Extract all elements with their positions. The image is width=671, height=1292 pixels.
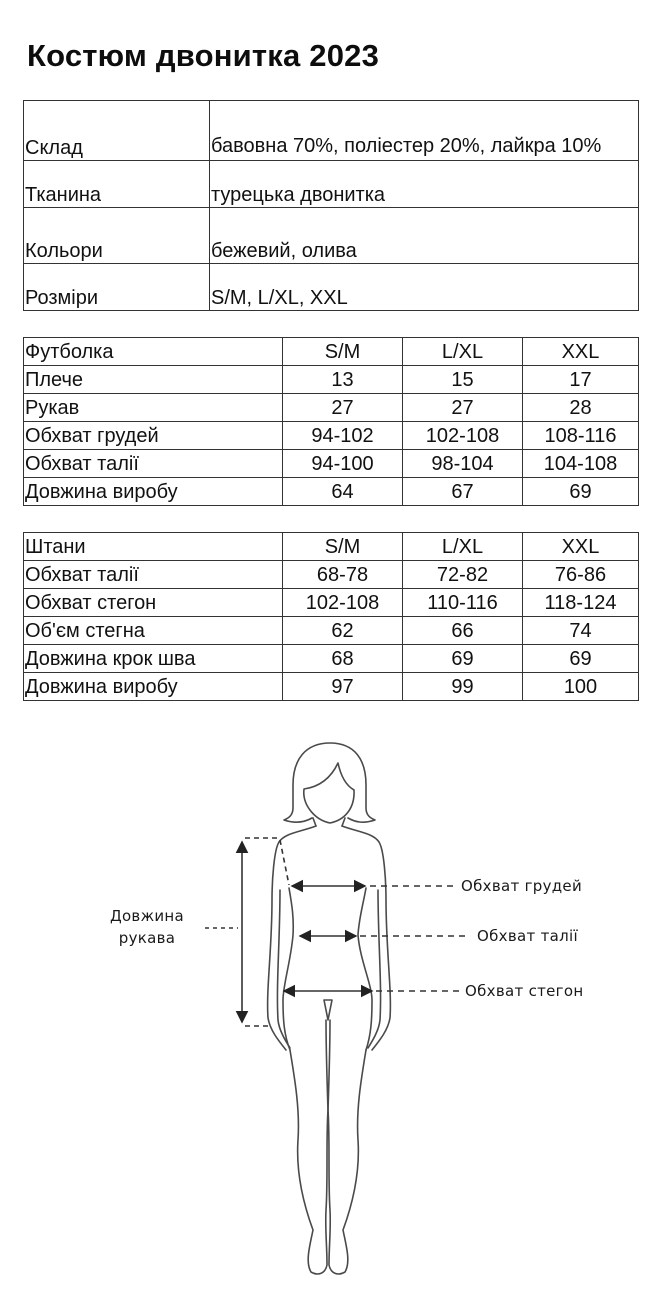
info-value: S/M, L/XL, XXL: [210, 264, 639, 311]
cell-value: 102-108: [403, 422, 523, 450]
cell-value: 98-104: [403, 450, 523, 478]
row-label: Довжина виробу: [24, 673, 283, 701]
cell-value: 62: [283, 617, 403, 645]
cell-value: 66: [403, 617, 523, 645]
cell-value: 76-86: [523, 561, 639, 589]
cell-value: 64: [283, 478, 403, 506]
table-header-row: [24, 338, 639, 366]
cell-value: 28: [523, 394, 639, 422]
cell-value: 69: [403, 645, 523, 673]
cell-value: 68-78: [283, 561, 403, 589]
row-label: Рукав: [24, 394, 283, 422]
table-row: [24, 450, 639, 478]
table-row: [24, 422, 639, 450]
info-value: бавовна 70%, поліестер 20%, лайкра 10%: [210, 101, 639, 161]
sleeve-length-label: [92, 905, 202, 949]
table-row: [24, 478, 639, 506]
column-header: XXL: [523, 533, 639, 561]
table-row: [24, 394, 639, 422]
table-row: [24, 673, 639, 701]
info-label: Розміри: [24, 264, 210, 311]
column-header: L/XL: [403, 338, 523, 366]
cell-value: 69: [523, 645, 639, 673]
row-label: Обхват стегон: [24, 589, 283, 617]
product-info-table: [23, 100, 639, 311]
column-header: Штани: [24, 533, 283, 561]
row-label: Плече: [24, 366, 283, 394]
waist-label: Обхват талії: [477, 927, 578, 945]
table-row: [24, 589, 639, 617]
pants-size-table: [23, 532, 639, 701]
cell-value: 94-100: [283, 450, 403, 478]
column-header: L/XL: [403, 533, 523, 561]
column-header: Футболка: [24, 338, 283, 366]
table-row: [24, 617, 639, 645]
info-row-composition: [24, 101, 639, 161]
column-header: S/M: [283, 338, 403, 366]
table-header-row: [24, 533, 639, 561]
cell-value: 13: [283, 366, 403, 394]
cell-value: 104-108: [523, 450, 639, 478]
cell-value: 69: [523, 478, 639, 506]
cell-value: 118-124: [523, 589, 639, 617]
cell-value: 94-102: [283, 422, 403, 450]
cell-value: 97: [283, 673, 403, 701]
table-row: [24, 561, 639, 589]
cell-value: 74: [523, 617, 639, 645]
row-label: Довжина крок шва: [24, 645, 283, 673]
page-title: Костюм двонитка 2023: [27, 38, 380, 73]
cell-value: 99: [403, 673, 523, 701]
info-label: Склад: [24, 101, 210, 161]
row-label: Об'єм стегна: [24, 617, 283, 645]
cell-value: 17: [523, 366, 639, 394]
table-row: [24, 366, 639, 394]
body-measurement-figure-icon: [0, 720, 671, 1292]
sleeve-length-label-line2: рукава: [118, 929, 176, 947]
cell-value: 110-116: [403, 589, 523, 617]
sleeve-length-label-line1: Довжина: [109, 907, 185, 925]
tshirt-size-table: [23, 337, 639, 506]
row-label: Обхват талії: [24, 450, 283, 478]
info-row-fabric: [24, 161, 639, 208]
cell-value: 15: [403, 366, 523, 394]
hip-label: Обхват стегон: [465, 982, 584, 1000]
cell-value: 108-116: [523, 422, 639, 450]
chest-label: Обхват грудей: [461, 877, 582, 895]
cell-value: 27: [283, 394, 403, 422]
column-header: XXL: [523, 338, 639, 366]
row-label: Обхват грудей: [24, 422, 283, 450]
cell-value: 68: [283, 645, 403, 673]
row-label: Обхват талії: [24, 561, 283, 589]
info-label: Кольори: [24, 208, 210, 264]
cell-value: 67: [403, 478, 523, 506]
info-label: Тканина: [24, 161, 210, 208]
info-value: бежевий, олива: [210, 208, 639, 264]
info-value: турецька двонитка: [210, 161, 639, 208]
cell-value: 102-108: [283, 589, 403, 617]
info-row-colors: [24, 208, 639, 264]
info-row-sizes: [24, 264, 639, 311]
row-label: Довжина виробу: [24, 478, 283, 506]
cell-value: 72-82: [403, 561, 523, 589]
table-row: [24, 645, 639, 673]
cell-value: 27: [403, 394, 523, 422]
column-header: S/M: [283, 533, 403, 561]
cell-value: 100: [523, 673, 639, 701]
